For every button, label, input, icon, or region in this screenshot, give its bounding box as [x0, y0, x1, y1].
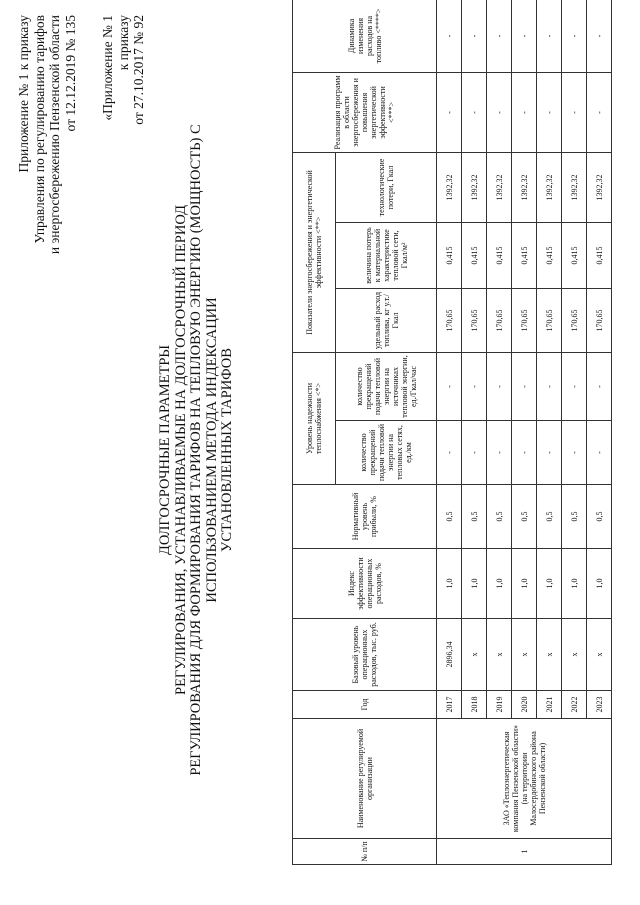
- cell-outages-sources: -: [437, 352, 462, 420]
- cell-base-level: x: [562, 619, 587, 691]
- cell-profit-level: 0,5: [587, 485, 612, 549]
- cell-base-level: 2896,34: [437, 619, 462, 691]
- cell-year: 2017: [437, 691, 462, 719]
- header-outages-sources: количество прекращений подачи тепловой энергии на источниках тепловой энергии, ед./Гкал/час: [336, 352, 437, 420]
- cell-efficiency-index: 1,0: [587, 549, 612, 619]
- header-line: к приказу: [115, 15, 131, 71]
- header-line: и энергосбережению Пензенской области: [47, 15, 62, 255]
- cell-fuel-rate: 170,65: [587, 288, 612, 352]
- cell-tech-losses: 1392,32: [437, 152, 462, 222]
- cell-profit-level: 0,5: [487, 485, 512, 549]
- header-line: от 12.12.2019 № 135: [62, 15, 78, 132]
- header-energy-programs: Реализация программ в области энергосбережения и повышения энергетической эффективности <***>: [293, 72, 437, 152]
- cell-energy-programs: -: [562, 72, 587, 152]
- cell-year: 2023: [587, 691, 612, 719]
- title-line: РЕГУЛИРОВАНИЯ, УСТАНАВЛИВАЕМЫЕ НА ДОЛГОСРОЧНЫЙ ПЕРИОД: [172, 205, 189, 695]
- parameters-table: [292, 0, 612, 865]
- cell-energy-programs: -: [437, 72, 462, 152]
- cell-efficiency-index: 1,0: [487, 549, 512, 619]
- header-num: № п/п: [293, 839, 437, 865]
- cell-profit-level: 0,5: [462, 485, 487, 549]
- cell-tech-losses: 1392,32: [587, 152, 612, 222]
- cell-tech-losses: 1392,32: [537, 152, 562, 222]
- cell-energy-programs: -: [537, 72, 562, 152]
- cell-outages-networks: -: [562, 421, 587, 485]
- cell-base-level: x: [462, 619, 487, 691]
- header-line: Приложение № 1 к приказу: [16, 15, 31, 173]
- header-line: Управления по регулированию тарифов: [31, 15, 47, 244]
- header-tech-losses: технологические потери, Гкал: [336, 152, 437, 222]
- header-efficiency-index: Индекс эффективности операционных расходов, %: [293, 549, 437, 619]
- cell-fuel-dynamics: -: [487, 0, 512, 72]
- cell-base-level: x: [537, 619, 562, 691]
- header-outages-networks: количество прекращений подачи тепловой энергии на тепловых сетях, ед./км: [336, 421, 437, 485]
- cell-profit-level: 0,5: [512, 485, 537, 549]
- cell-tech-losses: 1392,32: [512, 152, 537, 222]
- cell-outages-networks: -: [437, 421, 462, 485]
- cell-outages-sources: -: [487, 352, 512, 420]
- cell-year: 2018: [462, 691, 487, 719]
- cell-loss-ratio: 0,415: [462, 222, 487, 288]
- cell-efficiency-index: 1,0: [537, 549, 562, 619]
- cell-fuel-dynamics: -: [587, 0, 612, 72]
- cell-fuel-dynamics: -: [462, 0, 487, 72]
- cell-fuel-dynamics: -: [512, 0, 537, 72]
- cell-loss-ratio: 0,415: [512, 222, 537, 288]
- cell-tech-losses: 1392,32: [562, 152, 587, 222]
- header-reliability-group: Уровень надежности теплоснабжения <*>: [293, 352, 336, 484]
- org-number: 1: [437, 839, 612, 865]
- header-line: от 27.10.2017 № 92: [131, 15, 146, 125]
- cell-fuel-rate: 170,65: [437, 288, 462, 352]
- title-line: ДОЛГОСРОЧНЫЕ ПАРАМЕТРЫ: [157, 344, 173, 556]
- header-fuel-dynamics: Динамика изменения расходов на топливо <****>: [293, 0, 437, 72]
- cell-loss-ratio: 0,415: [587, 222, 612, 288]
- cell-outages-sources: -: [537, 352, 562, 420]
- cell-loss-ratio: 0,415: [437, 222, 462, 288]
- header-previous-order: [100, 15, 147, 265]
- cell-outages-sources: -: [512, 352, 537, 420]
- cell-profit-level: 0,5: [537, 485, 562, 549]
- cell-efficiency-index: 1,0: [512, 549, 537, 619]
- cell-tech-losses: 1392,32: [462, 152, 487, 222]
- cell-base-level: x: [487, 619, 512, 691]
- org-name: ЗАО «Теплоэнергетическая компания Пензенской области» (на территории Малосердобинского района Пензенской области): [437, 719, 612, 839]
- cell-efficiency-index: 1,0: [462, 549, 487, 619]
- cell-base-level: x: [512, 619, 537, 691]
- cell-profit-level: 0,5: [437, 485, 462, 549]
- cell-outages-networks: -: [537, 421, 562, 485]
- header-profit-level: Нормативный уровень прибыли, %: [293, 485, 437, 549]
- cell-outages-sources: -: [587, 352, 612, 420]
- cell-base-level: x: [587, 619, 612, 691]
- cell-fuel-dynamics: -: [437, 0, 462, 72]
- header-year: Год: [293, 691, 437, 719]
- cell-energy-programs: -: [487, 72, 512, 152]
- header-base-level: Базовый уровень операционных расходов, тыс. руб.: [293, 619, 437, 691]
- cell-fuel-rate: 170,65: [512, 288, 537, 352]
- cell-year: 2019: [487, 691, 512, 719]
- cell-energy-programs: -: [587, 72, 612, 152]
- cell-efficiency-index: 1,0: [562, 549, 587, 619]
- cell-fuel-dynamics: -: [537, 0, 562, 72]
- cell-fuel-rate: 170,65: [487, 288, 512, 352]
- document-title: [158, 35, 236, 865]
- header-org: Наименование регулируемой организации: [293, 719, 437, 839]
- header-loss-ratio: величина потерь к материальной характеристике тепловой сети, Гкал/м²: [336, 222, 437, 288]
- cell-tech-losses: 1392,32: [487, 152, 512, 222]
- cell-fuel-rate: 170,65: [562, 288, 587, 352]
- title-line: УСТАНОВЛЕННЫХ ТАРИФОВ: [219, 348, 235, 552]
- cell-outages-networks: -: [587, 421, 612, 485]
- cell-fuel-rate: 170,65: [462, 288, 487, 352]
- cell-year: 2021: [537, 691, 562, 719]
- header-line: «Приложение № 1: [100, 15, 115, 121]
- cell-outages-sources: -: [462, 352, 487, 420]
- title-line: ИСПОЛЬЗОВАНИЕМ МЕТОДА ИНДЕКСАЦИИ: [203, 297, 220, 603]
- header-fuel-rate: удельный расход топлива, кг у.т./Гкал: [336, 288, 437, 352]
- cell-fuel-dynamics: -: [562, 0, 587, 72]
- cell-year: 2022: [562, 691, 587, 719]
- table-row: [437, 0, 462, 865]
- cell-fuel-rate: 170,65: [537, 288, 562, 352]
- cell-loss-ratio: 0,415: [487, 222, 512, 288]
- cell-year: 2020: [512, 691, 537, 719]
- cell-outages-networks: -: [512, 421, 537, 485]
- cell-loss-ratio: 0,415: [537, 222, 562, 288]
- cell-efficiency-index: 1,0: [437, 549, 462, 619]
- header-energy-group: Показатели энергосбережения и энергетической эффективности <**>: [293, 152, 336, 352]
- cell-energy-programs: -: [512, 72, 537, 152]
- cell-outages-networks: -: [487, 421, 512, 485]
- header-current-order: [16, 15, 78, 345]
- cell-profit-level: 0,5: [562, 485, 587, 549]
- cell-loss-ratio: 0,415: [562, 222, 587, 288]
- title-line: РЕГУЛИРОВАНИЯ ДЛЯ ФОРМИРОВАНИЯ ТАРИФОВ НА ТЕПЛОВУЮ ЭНЕРГИЮ (МОЩНОСТЬ) С: [188, 124, 204, 776]
- cell-outages-networks: -: [462, 421, 487, 485]
- cell-outages-sources: -: [562, 352, 587, 420]
- cell-energy-programs: -: [462, 72, 487, 152]
